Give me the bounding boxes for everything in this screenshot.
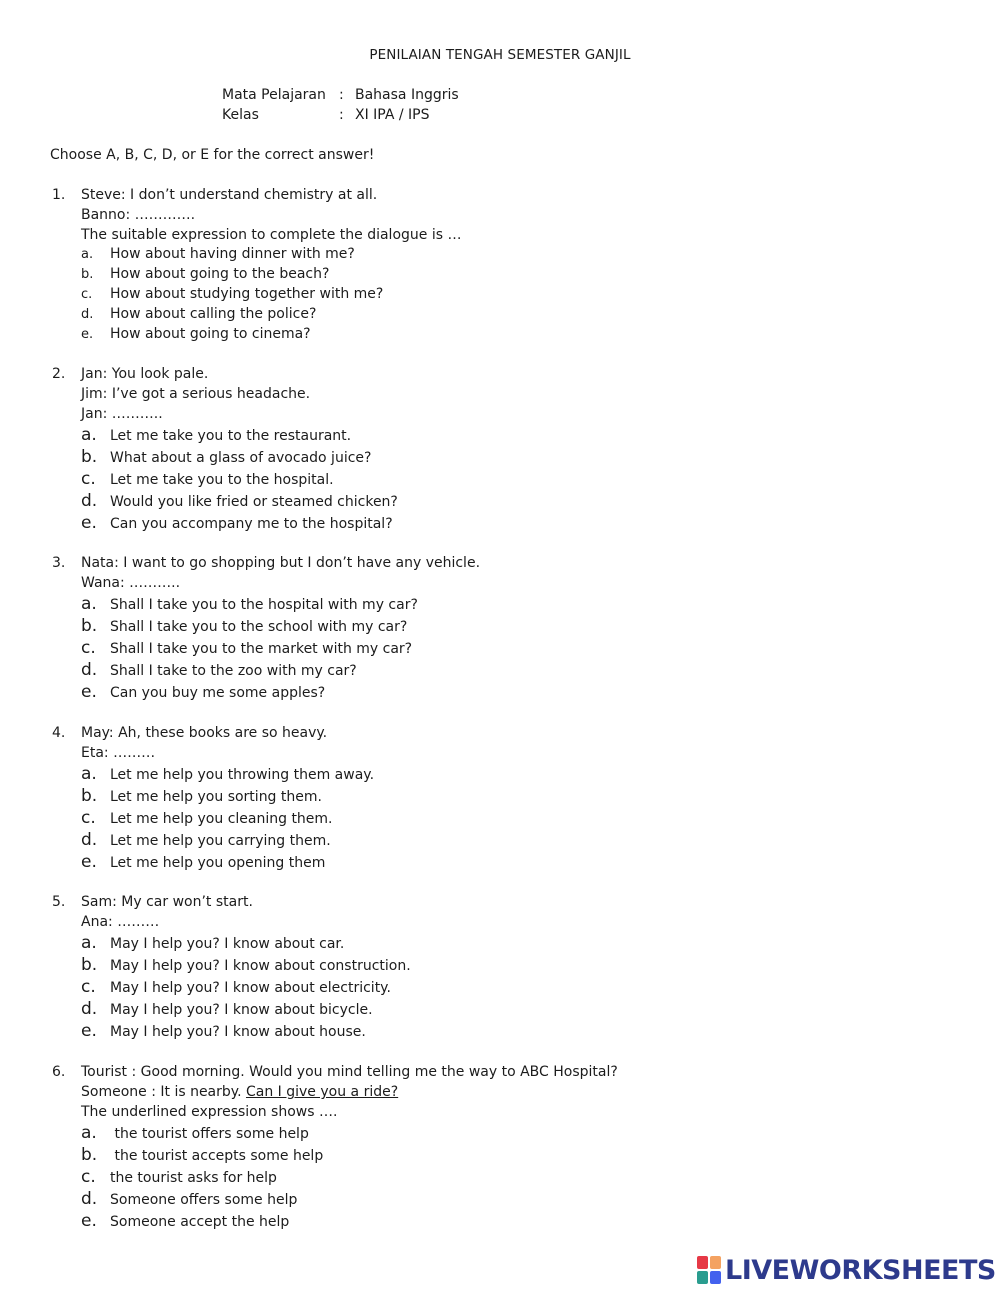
option-text: Shall I take to the zoo with my car?	[110, 663, 357, 679]
option-letter: e.	[81, 852, 97, 872]
question-line: Sam: My car won’t start.	[81, 894, 253, 910]
option-letter: b.	[81, 616, 98, 636]
subject-value: Bahasa Inggris	[355, 87, 459, 103]
question-line: May: Ah, these books are so heavy.	[81, 725, 328, 741]
option-letter: e.	[81, 513, 97, 533]
option-text: Shall I take you to the market with my car?	[110, 641, 413, 657]
class-value: XI IPA / IPS	[355, 107, 430, 123]
option-text: Let me help you sorting them.	[110, 789, 322, 805]
question-line: Jan: ………..	[81, 406, 163, 422]
logo-square	[710, 1271, 721, 1284]
option-letter: e.	[81, 1021, 97, 1041]
option-letter: b.	[81, 447, 98, 467]
liveworksheets-brand	[697, 1255, 996, 1285]
option-c[interactable]	[81, 1168, 277, 1187]
option-text: How about calling the police?	[110, 306, 317, 322]
option-letter: d.	[81, 660, 98, 680]
option-letter: c.	[81, 977, 96, 997]
option-letter: e.	[81, 1211, 97, 1231]
option-text: Let me take you to the hospital.	[110, 472, 334, 488]
question-line: Eta: ………	[81, 745, 156, 761]
option-text: How about having dinner with me?	[110, 246, 355, 262]
question-line	[81, 1083, 398, 1101]
option-text: Shall I take you to the school with my car?	[110, 619, 408, 635]
option-letter: a.	[81, 425, 97, 445]
option-text: the tourist offers some help	[110, 1126, 309, 1142]
page-title: PENILAIAN TENGAH SEMESTER GANJIL	[369, 47, 631, 63]
option-text: May I help you? I know about house.	[110, 1024, 366, 1040]
option-letter: e.	[81, 682, 97, 702]
option-d[interactable]	[81, 305, 316, 324]
option-c[interactable]	[81, 285, 383, 304]
brand-text: LIVEWORKSHEETS	[725, 1254, 996, 1286]
question-line: The underlined expression shows ….	[81, 1104, 338, 1120]
question-line: Ana: ………	[81, 914, 160, 930]
option-b[interactable]	[81, 956, 411, 975]
option-letter: a.	[81, 594, 97, 614]
option-e[interactable]	[81, 514, 393, 533]
option-letter: d.	[81, 491, 98, 511]
option-c[interactable]	[81, 639, 412, 658]
option-d[interactable]	[81, 1000, 373, 1019]
question-number: 5.	[52, 894, 66, 910]
option-letter: c.	[81, 1167, 96, 1187]
option-d[interactable]	[81, 661, 357, 680]
question-line: Tourist : Good morning. Would you mind telling me the way to ABC Hospital?	[81, 1064, 618, 1080]
option-letter: a.	[81, 933, 97, 953]
option-letter: d.	[81, 830, 98, 850]
option-b[interactable]	[81, 1146, 323, 1165]
option-letter: b.	[81, 1145, 98, 1165]
option-text: How about going to cinema?	[110, 326, 311, 342]
option-text: How about studying together with me?	[110, 286, 384, 302]
option-d[interactable]	[81, 492, 398, 511]
option-letter: a.	[81, 1123, 97, 1143]
option-b[interactable]	[81, 265, 329, 284]
option-a[interactable]	[81, 245, 355, 264]
liveworksheets-logo-icon	[697, 1256, 721, 1284]
option-e[interactable]	[81, 1212, 289, 1231]
question-line: Steve: I don’t understand chemistry at all.	[81, 187, 378, 203]
question-number: 6.	[52, 1064, 66, 1080]
line-prefix: Someone : It is nearby.	[81, 1084, 246, 1100]
option-letter: c.	[81, 469, 96, 489]
option-d[interactable]	[81, 831, 331, 850]
question-line: Jim: I’ve got a serious headache.	[81, 386, 311, 402]
option-a[interactable]	[81, 595, 418, 614]
question-line: The suitable expression to complete the dialogue is …	[81, 227, 462, 243]
option-letter: b.	[81, 955, 98, 975]
subject-label: Mata Pelajaran	[222, 87, 326, 103]
option-a[interactable]	[81, 426, 351, 445]
question-line: Nata: I want to go shopping but I don’t have any vehicle.	[81, 555, 481, 571]
option-e[interactable]	[81, 683, 325, 702]
underlined-expression: Can I give you a ride?	[245, 1084, 399, 1100]
option-text: Shall I take you to the hospital with my car?	[110, 597, 418, 613]
option-a[interactable]	[81, 1124, 309, 1143]
option-letter: b.	[81, 267, 94, 282]
option-text: Let me help you carrying them.	[110, 833, 331, 849]
option-text: Let me help you cleaning them.	[110, 811, 333, 827]
option-letter: d.	[81, 307, 94, 322]
option-a[interactable]	[81, 934, 344, 953]
option-b[interactable]	[81, 617, 407, 636]
option-text: Can you accompany me to the hospital?	[110, 516, 393, 532]
option-text: What about a glass of avocado juice?	[110, 450, 372, 466]
option-text: May I help you? I know about bicycle.	[110, 1002, 373, 1018]
option-text: May I help you? I know about electricity.	[110, 980, 391, 996]
option-letter: c.	[81, 638, 96, 658]
option-text: Let me help you throwing them away.	[110, 767, 375, 783]
option-letter: e.	[81, 327, 94, 342]
option-text: How about going to the beach?	[110, 266, 330, 282]
option-text: the tourist accepts some help	[110, 1148, 324, 1164]
logo-square	[697, 1271, 708, 1284]
option-c[interactable]	[81, 978, 391, 997]
option-e[interactable]	[81, 1022, 366, 1041]
question-number: 1.	[52, 187, 66, 203]
class-label: Kelas	[222, 107, 259, 123]
option-text: Can you buy me some apples?	[110, 685, 326, 701]
option-text: May I help you? I know about construction.	[110, 958, 411, 974]
option-e[interactable]	[81, 325, 311, 344]
question-line: Jan: You look pale.	[81, 366, 209, 382]
option-text: Would you like fried or steamed chicken?	[110, 494, 398, 510]
option-text: the tourist asks for help	[110, 1170, 277, 1186]
option-letter: d.	[81, 999, 98, 1019]
option-letter: b.	[81, 786, 98, 806]
option-text: Someone accept the help	[110, 1214, 290, 1230]
option-b[interactable]	[81, 448, 371, 467]
question-line: Banno: ………….	[81, 207, 196, 223]
option-d[interactable]	[81, 1190, 297, 1209]
subject-colon: :	[339, 87, 344, 103]
instruction: Choose A, B, C, D, or E for the correct answer!	[50, 147, 375, 163]
option-letter: a.	[81, 247, 94, 262]
option-letter: d.	[81, 1189, 98, 1209]
option-text: Someone offers some help	[110, 1192, 298, 1208]
option-letter: a.	[81, 764, 97, 784]
option-text: Let me help you opening them	[110, 855, 326, 871]
option-c[interactable]	[81, 809, 333, 828]
logo-square	[697, 1256, 708, 1269]
option-letter: c.	[81, 808, 96, 828]
option-a[interactable]	[81, 765, 374, 784]
option-text: May I help you? I know about car.	[110, 936, 345, 952]
option-c[interactable]	[81, 470, 334, 489]
option-letter: c.	[81, 287, 93, 302]
question-number: 3.	[52, 555, 66, 571]
question-number: 4.	[52, 725, 66, 741]
option-e[interactable]	[81, 853, 325, 872]
question-line: Wana: ………..	[81, 575, 181, 591]
class-colon: :	[339, 107, 344, 123]
logo-square	[710, 1256, 721, 1269]
option-b[interactable]	[81, 787, 322, 806]
question-number: 2.	[52, 366, 66, 382]
option-text: Let me take you to the restaurant.	[110, 428, 352, 444]
